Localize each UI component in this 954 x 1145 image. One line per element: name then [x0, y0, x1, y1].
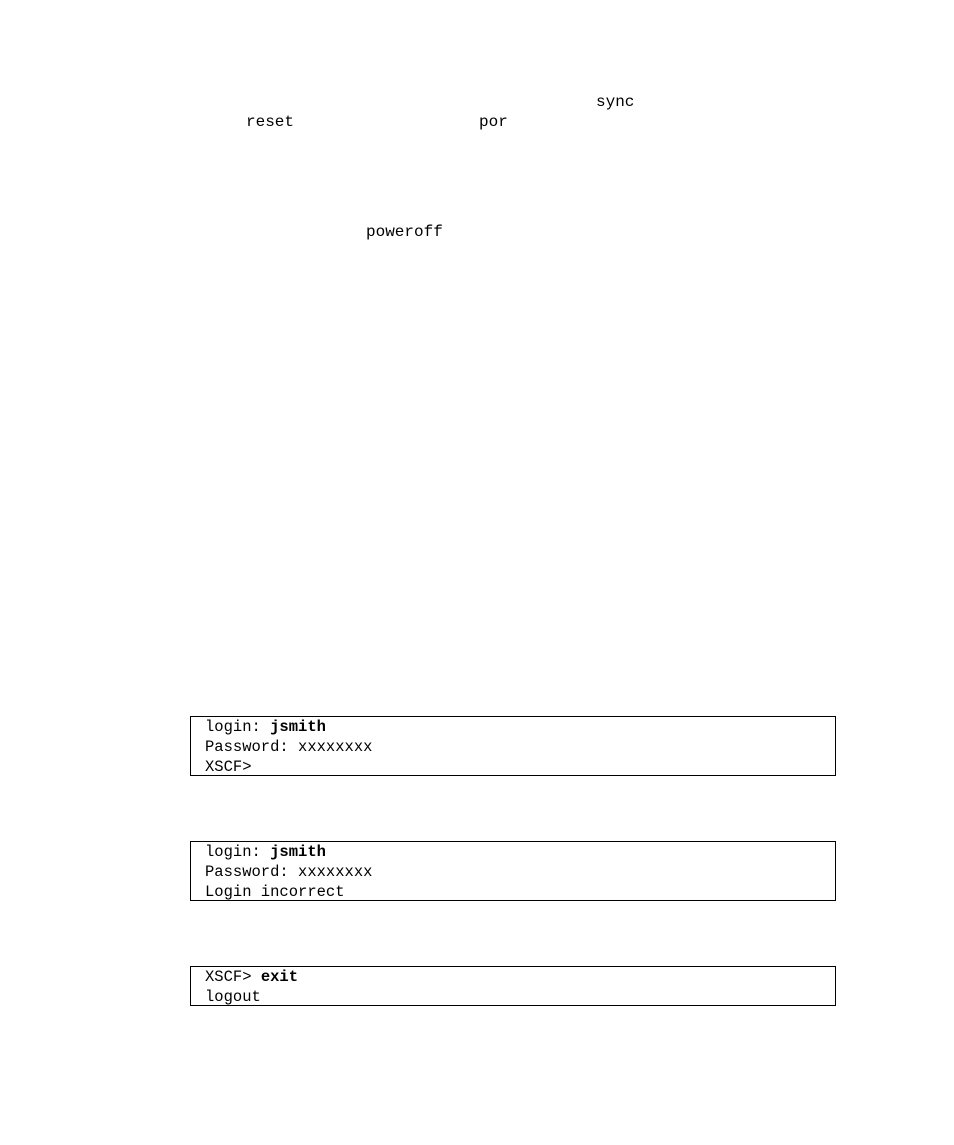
code-user-input: exit [260, 968, 299, 986]
keyword-por: por [479, 113, 508, 131]
code-prompt-text: logout [205, 988, 261, 1006]
code-line [205, 717, 835, 737]
code-line [205, 842, 835, 862]
code-block-login-failure [190, 841, 836, 901]
code-prompt-text: Login incorrect [205, 883, 345, 901]
keyword-poweroff: poweroff [366, 223, 443, 241]
code-line [205, 757, 835, 777]
code-user-input: jsmith [270, 718, 326, 736]
code-prompt-text: Password: xxxxxxxx [205, 863, 373, 881]
code-prompt-text: login: [205, 843, 271, 861]
keyword-reset: reset [246, 113, 295, 131]
code-prompt-text: XSCF> [205, 968, 261, 986]
code-block-login-success [190, 716, 836, 776]
code-user-input: jsmith [270, 843, 326, 861]
code-line [205, 987, 835, 1007]
code-line [205, 967, 835, 987]
code-prompt-text: Password: xxxxxxxx [205, 738, 373, 756]
code-line [205, 882, 835, 902]
code-block-logout [190, 966, 836, 1006]
code-prompt-text: XSCF> [205, 758, 252, 776]
code-line [205, 737, 835, 757]
code-prompt-text: login: [205, 718, 271, 736]
keyword-sync: sync [596, 93, 635, 111]
code-line [205, 862, 835, 882]
